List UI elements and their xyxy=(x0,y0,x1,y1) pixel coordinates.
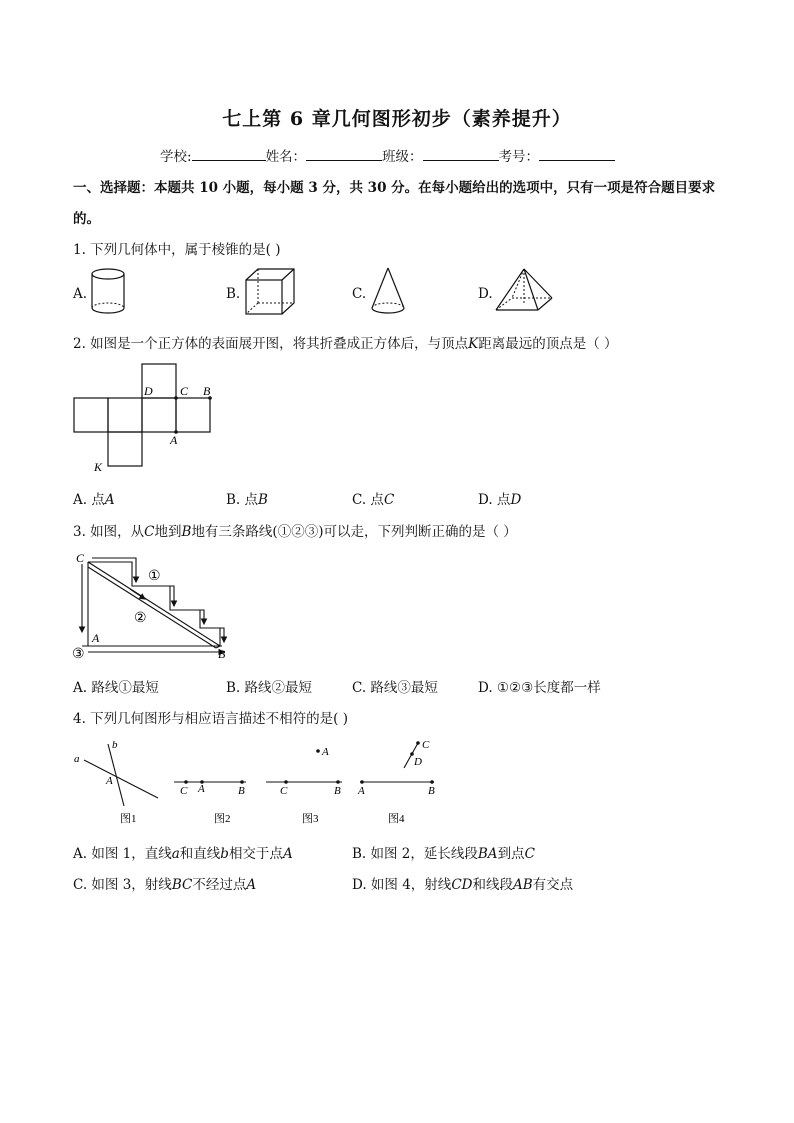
q4-figures xyxy=(70,734,450,830)
q1-option-a: A. xyxy=(73,286,88,302)
class-blank[interactable] xyxy=(423,146,499,161)
name-label: 姓名： xyxy=(265,149,307,165)
page-title: 七上第 6 章几何图形初步（素养提升） xyxy=(222,108,572,130)
fig1-caption: 图1 xyxy=(120,813,137,825)
fig4-label-d: D xyxy=(414,756,422,768)
q3-stem: 3. 如图，从C地到B地有三条路线(①②③)可以走，下列判断正确的是（ ） xyxy=(73,524,517,540)
q3-option-d: D. ①②③长度都一样 xyxy=(478,680,601,696)
fig1-label-b: b xyxy=(112,739,118,751)
net-label-d: D xyxy=(144,384,153,398)
net-label-b: B xyxy=(203,384,211,398)
q2-stem-var: K xyxy=(468,336,479,352)
school-label: 学校: xyxy=(160,149,192,165)
q4-option-b: B. 如图 2，延长线段BA到点C xyxy=(352,846,535,862)
q2-stem-post: 距离最远的顶点是（ ） xyxy=(478,336,618,352)
q3-option-c: C. 路线③最短 xyxy=(352,680,438,696)
fig1-label-a: a xyxy=(74,753,80,765)
exam-no-label: 考号： xyxy=(498,149,540,165)
fig2-label-a: A xyxy=(198,783,205,795)
fig2-label-b: B xyxy=(238,785,245,797)
section-heading-line1: 一、选择题：本题共 10 小题，每小题 3 分，共 30 分。在每小题给出的选项中，只有一项是符合题目要求 xyxy=(73,180,716,196)
cylinder-figure xyxy=(88,266,134,318)
school-blank[interactable] xyxy=(192,146,266,161)
fig4-caption: 图4 xyxy=(388,813,405,825)
q1-option-d: D. xyxy=(478,286,493,302)
q4-stem: 4. 下列几何图形与相应语言描述不相符的是( ) xyxy=(73,711,348,727)
net-label-k: K xyxy=(94,460,103,474)
fig4-label-b: B xyxy=(428,785,435,797)
net-label-c: C xyxy=(180,384,189,398)
net-label-a: A xyxy=(170,433,178,447)
route-label-c: C xyxy=(76,551,85,565)
cone-figure xyxy=(366,264,412,320)
class-label: 班级： xyxy=(382,149,423,165)
fig2-caption: 图2 xyxy=(214,813,231,825)
pyramid-figure xyxy=(492,266,558,316)
section-heading-line2: 的。 xyxy=(73,211,100,227)
q2-option-c: C. 点C xyxy=(352,492,395,508)
routes-figure xyxy=(70,548,240,666)
cube-figure xyxy=(242,266,302,318)
route-label-a: A xyxy=(92,631,100,645)
fig4-label-c: C xyxy=(422,739,430,751)
exam-no-blank[interactable] xyxy=(539,146,615,161)
route-label-1: ① xyxy=(148,569,161,584)
q4-option-c: C. 如图 3，射线BC不经过点A xyxy=(73,877,257,893)
q1-stem: 1. 下列几何体中，属于棱锥的是( ) xyxy=(73,242,281,258)
fig1-label-point-a: A xyxy=(106,775,113,787)
q1-option-c: C. xyxy=(352,286,367,302)
fig3-caption: 图3 xyxy=(302,813,319,825)
q2-stem-pre: 2. 如图是一个正方体的表面展开图，将其折叠成正方体后，与顶点 xyxy=(73,336,469,352)
q4-option-d: D. 如图 4，射线CD和线段AB有交点 xyxy=(352,877,574,893)
fig3-label-a: A xyxy=(322,746,329,758)
student-info-line xyxy=(160,145,615,165)
q4-option-a: A. 如图 1，直线a和直线b相交于点A xyxy=(73,846,293,862)
fig4-label-a: A xyxy=(358,785,365,797)
route-label-2: ② xyxy=(134,611,147,626)
q2-stem xyxy=(73,332,618,352)
q1-option-b: B. xyxy=(226,286,241,302)
q3-option-b: B. 路线②最短 xyxy=(226,680,313,696)
cube-net-figure xyxy=(70,360,220,475)
q2-option-d: D. 点D xyxy=(478,492,522,508)
q3-option-a: A. 路线①最短 xyxy=(73,680,159,696)
fig3-label-b: B xyxy=(334,785,341,797)
route-label-3: ③ xyxy=(72,647,85,662)
route-label-b: B xyxy=(218,647,226,661)
q2-option-b: B. 点B xyxy=(226,492,268,508)
name-blank[interactable] xyxy=(306,146,382,161)
fig2-label-c: C xyxy=(180,785,188,797)
fig3-label-c: C xyxy=(280,785,288,797)
q2-option-a: A. 点A xyxy=(73,492,115,508)
